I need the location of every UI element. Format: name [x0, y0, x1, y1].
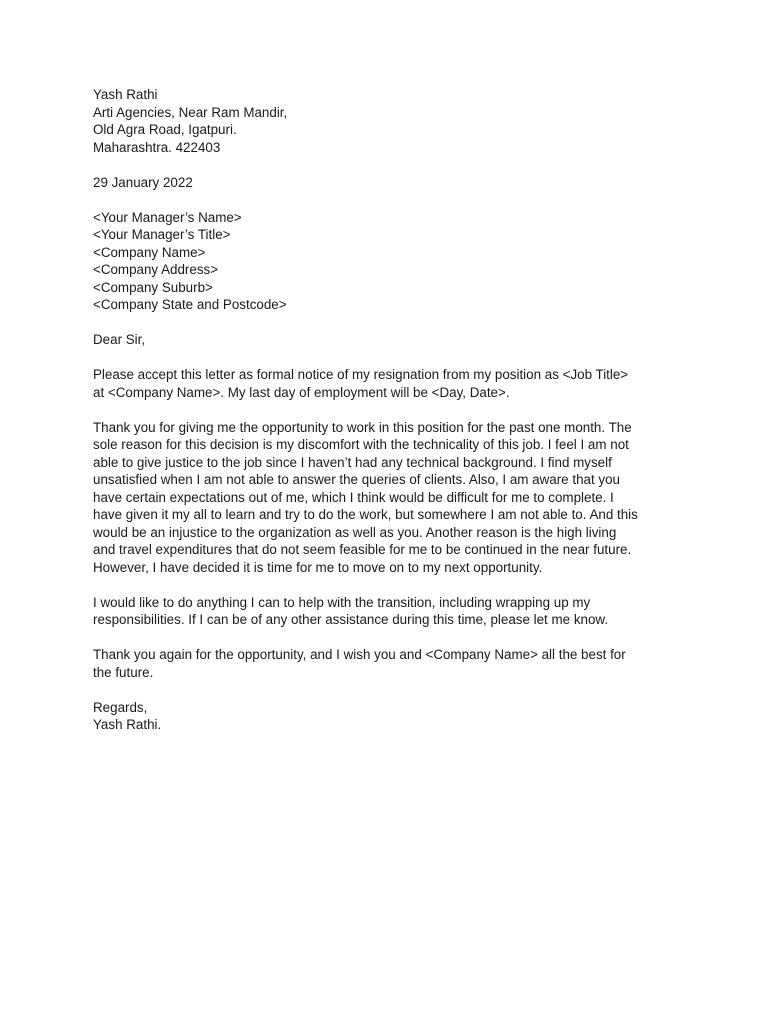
recipient-block	[93, 209, 683, 314]
body-paragraph	[93, 419, 683, 577]
paragraph-line: the future.	[93, 664, 154, 680]
salutation: Dear Sir,	[93, 332, 146, 347]
spacer	[93, 314, 683, 332]
closing-block	[93, 699, 683, 734]
sender-address-line: Old Agra Road, Igatpuri.	[93, 122, 237, 137]
spacer	[93, 629, 683, 647]
paragraph-line: have certain expectations out of me, which I think would be difficult for me to complete. I	[93, 489, 614, 505]
spacer	[93, 156, 683, 174]
recipient-line: <Company Suburb>	[93, 279, 213, 295]
sender-block	[93, 86, 683, 156]
recipient-line: <Your Manager’s Title>	[93, 227, 231, 242]
paragraph-line: Please accept this letter as formal notice of my resignation from my position as <Job Title>	[93, 367, 629, 382]
sender-address-line: Arti Agencies, Near Ram Mandir,	[93, 104, 288, 120]
letter-date: 29 January 2022	[93, 174, 193, 190]
paragraph-line: unsatisfied when I am not able to answer the queries of clients. Also, I am aware that you	[93, 472, 620, 487]
spacer	[93, 401, 683, 419]
body-paragraph	[93, 594, 683, 629]
spacer	[93, 349, 683, 367]
sender-name: Yash Rathi	[93, 87, 158, 102]
recipient-line: <Company Name>	[93, 244, 206, 260]
paragraph-line: sole reason for this decision is my discomfort with the technicality of this job. I feel I am not	[93, 437, 629, 452]
recipient-line: <Company State and Postcode>	[93, 297, 287, 312]
body-paragraph	[93, 366, 683, 401]
signature-name: Yash Rathi.	[93, 717, 162, 732]
recipient-line: <Your Manager’s Name>	[93, 209, 242, 225]
paragraph-line: have given it my all to learn and try to do the work, but somewhere I am not able to. And this	[93, 507, 638, 522]
closing: Regards,	[93, 699, 148, 715]
paragraph-line: at <Company Name>. My last day of employment will be <Day, Date>.	[93, 384, 510, 400]
body-paragraph	[93, 646, 683, 681]
resignation-letter	[93, 86, 683, 734]
paragraph-line: responsibilities. If I can be of any other assistance during this time, please let me know.	[93, 612, 609, 627]
paragraph-line: able to give justice to the job since I haven’t had any technical background. I find myself	[93, 454, 612, 470]
paragraph-line: Thank you for giving me the opportunity to work in this position for the past one month. The	[93, 419, 632, 435]
paragraph-line: and travel expenditures that do not seem feasible for me to be continued in the near future.	[93, 542, 632, 557]
paragraph-line: However, I have decided it is time for me to move on to my next opportunity.	[93, 559, 543, 575]
spacer	[93, 681, 683, 699]
paragraph-line: Thank you again for the opportunity, and I wish you and <Company Name> all the best for	[93, 647, 626, 662]
spacer	[93, 576, 683, 594]
paragraph-line: I would like to do anything I can to help with the transition, including wrapping up my	[93, 594, 591, 610]
paragraph-line: would be an injustice to the organization as well as you. Another reason is the high living	[93, 524, 617, 540]
recipient-line: <Company Address>	[93, 262, 219, 277]
sender-address-line: Maharashtra. 422403	[93, 139, 221, 155]
spacer	[93, 191, 683, 209]
